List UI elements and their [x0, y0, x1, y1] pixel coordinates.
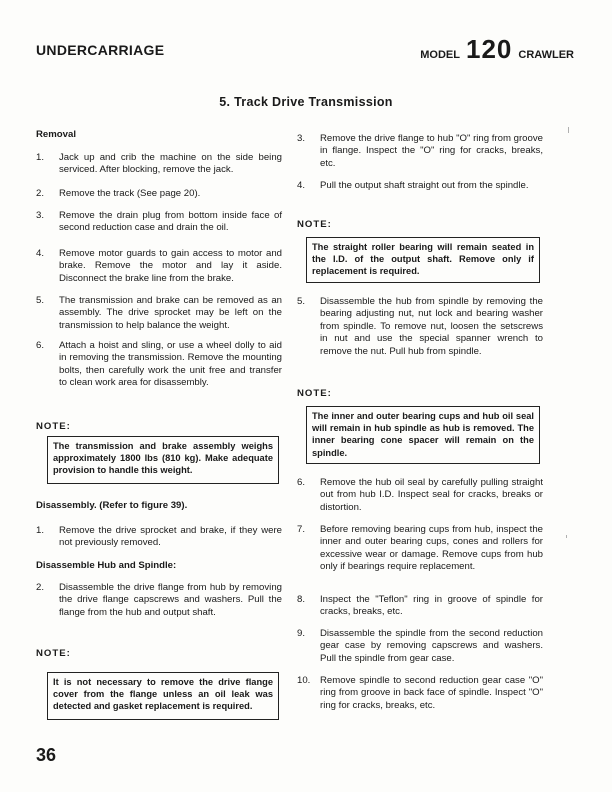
note-label: NOTE:	[297, 388, 332, 399]
step-number: 4.	[36, 248, 45, 259]
step-text: Remove the hub oil seal by carefully pulling straight out from hub I.D. Inspect seal for cracks, breaks or distortion.	[320, 477, 543, 513]
step-number: 3.	[297, 133, 306, 144]
note-label: NOTE:	[297, 219, 332, 230]
removal-step-1	[36, 152, 282, 177]
step-text: Jack up and crib the machine on the side being serviced. After blocking, remove the jack.	[59, 152, 282, 176]
step-number: 9.	[297, 628, 306, 639]
removal-step-3	[36, 210, 282, 235]
disassembly-step-1	[36, 525, 282, 550]
step-text: Remove the drain plug from bottom inside face of second reduction case and drain the oil.	[59, 210, 282, 234]
step-text: Remove the drive flange to hub "O" ring from groove in flange. Inspect the "O" ring for cracks, breaks, etc.	[320, 133, 543, 169]
removal-step-5	[36, 295, 282, 332]
note-box-bearing-cups: The inner and outer bearing cups and hub oil seal will remain in hub spindle as hub is removed. The inner bearing cone spacer will remain on the spindle.	[306, 406, 540, 464]
step-number: 6.	[36, 340, 45, 351]
step-5	[297, 296, 543, 358]
step-number: 4.	[297, 180, 306, 191]
removal-step-2	[36, 188, 282, 200]
step-number: 1.	[36, 152, 45, 163]
step-number: 5.	[297, 296, 306, 307]
removal-heading: Removal	[36, 129, 76, 140]
step-number: 7.	[297, 524, 306, 535]
step-10	[297, 675, 543, 712]
step-text: Disassemble the spindle from the second reduction gear case by removing capscrews and washers. Pull the spindle from gear case.	[320, 628, 543, 664]
step-number: 10.	[297, 675, 311, 686]
model-prefix: MODEL	[420, 49, 460, 61]
hub-spindle-heading: Disassemble Hub and Spindle:	[36, 560, 177, 571]
note-box-flange-cover: It is not necessary to remove the drive flange cover from the flange unless an oil leak was detected and gasket replacement is required.	[47, 672, 279, 720]
step-text: Disassemble the drive flange from hub by removing the drive flange capscrews and washers. Pull the flange from the hub and output shaft.	[59, 582, 282, 618]
step-number: 8.	[297, 594, 306, 605]
page-number: 36	[36, 745, 57, 765]
disassembly-step-2	[36, 582, 282, 619]
step-text: Before removing bearing cups from hub, inspect the inner and outer bearing cups, cones and rollers for excessive wear or damage. Remove cups from hub only if bearings require replacement.	[320, 524, 543, 573]
model-suffix: CRAWLER	[518, 49, 574, 61]
step-number: 1.	[36, 525, 45, 536]
step-6	[297, 477, 543, 514]
section-header: UNDERCARRIAGE	[36, 42, 165, 58]
margin-mark	[566, 535, 567, 538]
model-header	[420, 36, 574, 62]
step-number: 5.	[36, 295, 45, 306]
step-text: Inspect the "Teflon" ring in groove of spindle for cracks, breaks, etc.	[320, 594, 543, 618]
step-3	[297, 133, 543, 170]
margin-mark	[568, 127, 569, 133]
model-number: 120	[466, 34, 513, 64]
page-title: 5. Track Drive Transmission	[219, 95, 393, 109]
step-text: Remove motor guards to gain access to motor and brake. Remove the motor and lay it aside. Disconnect the brake line from the brake.	[59, 248, 282, 284]
note-label: NOTE:	[36, 648, 71, 659]
step-text: Disassemble the hub from spindle by removing the bearing adjusting nut, nut lock and bearing washer from spindle. To remove nut, loosen the setscrews in nut and use the special spanner wrench to remove the nut. Pull hub from spindle.	[320, 296, 543, 357]
disassembly-heading: Disassembly. (Refer to figure 39).	[36, 500, 188, 511]
step-text: The transmission and brake can be removed as an assembly. The drive sprocket may be left on the transmission to help balance the weight.	[59, 295, 282, 331]
note-box-weight: The transmission and brake assembly weighs approximately 1800 lbs (810 kg). Make adequate provision to handle this weight.	[47, 436, 279, 484]
step-number: 3.	[36, 210, 45, 221]
step-text: Pull the output shaft straight out from the spindle.	[320, 180, 529, 191]
removal-step-6	[36, 340, 282, 390]
removal-step-4	[36, 248, 282, 285]
note-label: NOTE:	[36, 421, 71, 432]
step-number: 6.	[297, 477, 306, 488]
step-number: 2.	[36, 582, 45, 593]
step-number: 2.	[36, 188, 45, 199]
step-4	[297, 180, 543, 192]
step-7	[297, 524, 543, 574]
step-text: Remove the track (See page 20).	[59, 188, 201, 199]
note-box-roller-bearing: The straight roller bearing will remain seated in the I.D. of the output shaft. Remove only if replacement is required.	[306, 237, 540, 283]
step-text: Remove the drive sprocket and brake, if they were not previously removed.	[59, 525, 282, 549]
step-9	[297, 628, 543, 665]
step-text: Attach a hoist and sling, or use a wheel dolly to aid in removing the transmission. Remove the mounting bolts, then carefully work the unit free and transfer to clean work area for disassembly.	[59, 340, 282, 389]
step-text: Remove spindle to second reduction gear case "O" ring from groove in back face of spindle. Inspect "O" ring for cracks, breaks, etc.	[320, 675, 543, 711]
step-8	[297, 594, 543, 619]
